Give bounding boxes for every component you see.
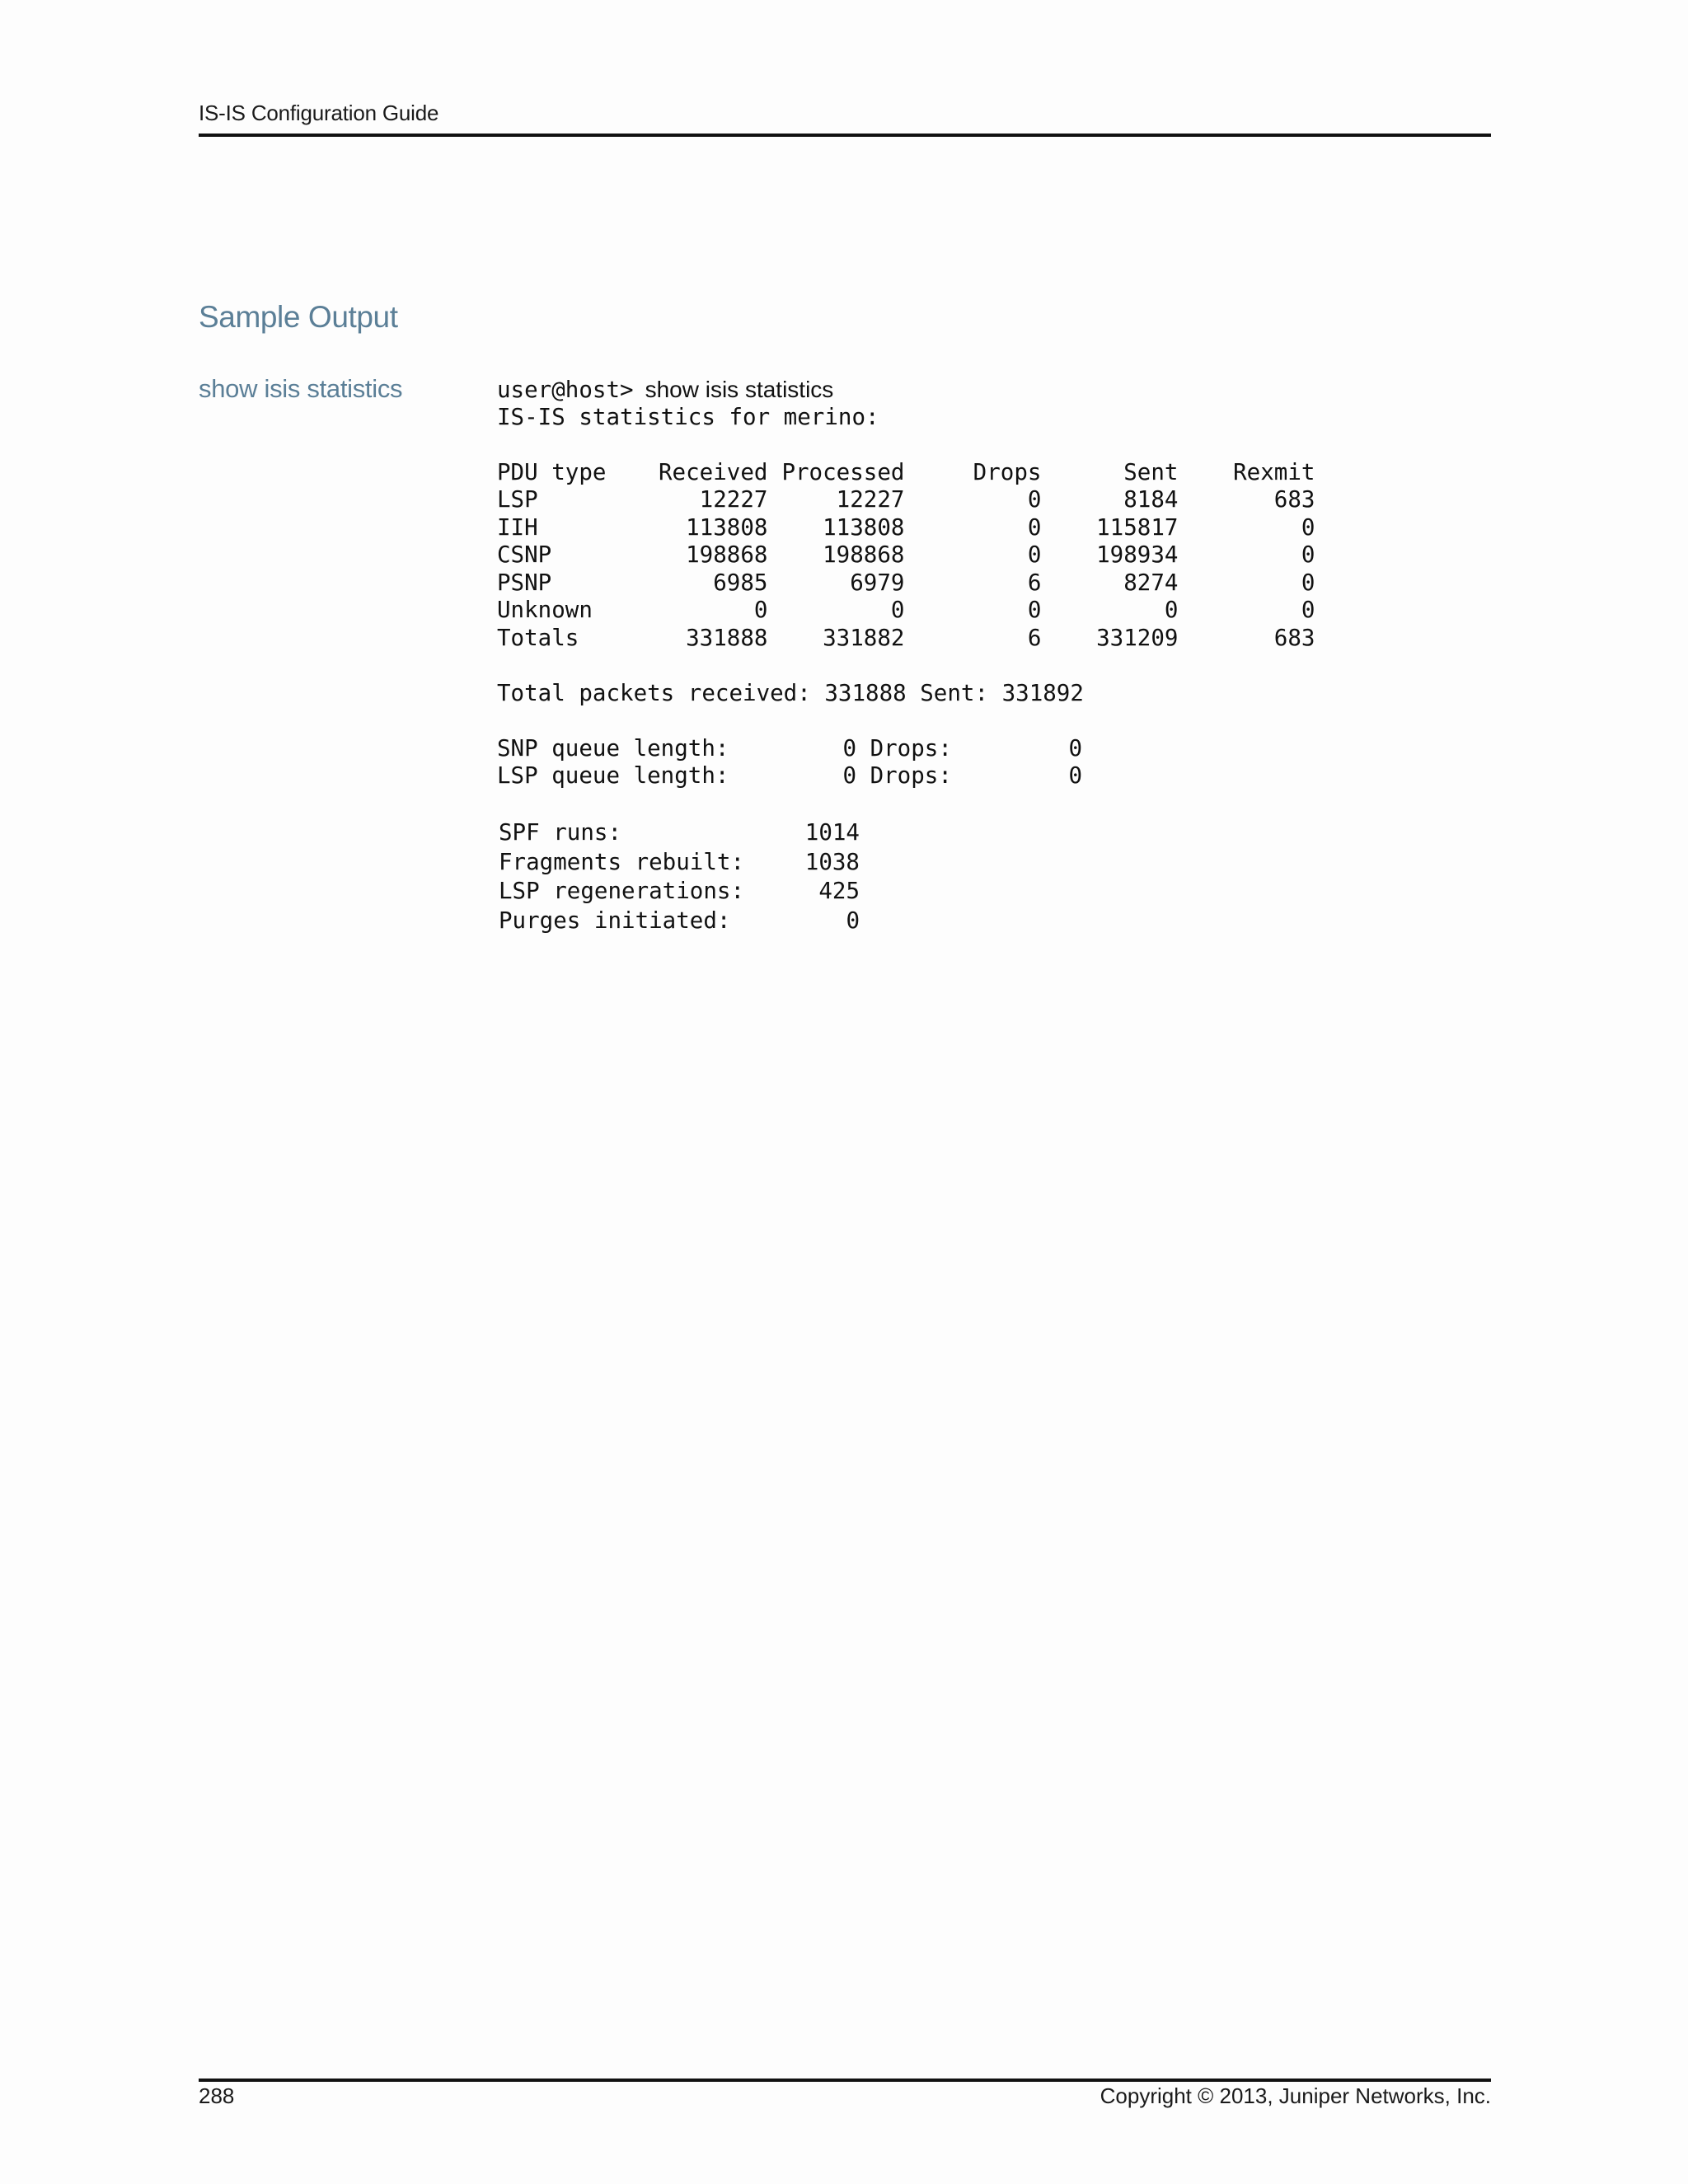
- counter-label: Fragments rebuilt:: [499, 848, 745, 875]
- table-cell: 12227: [836, 486, 905, 513]
- table-cell: Unknown: [497, 597, 593, 623]
- table-row: [499, 849, 860, 877]
- counter-label: SPF runs:: [499, 819, 622, 846]
- command-side-heading: show isis statistics: [199, 374, 403, 403]
- running-header: IS-IS Configuration Guide: [199, 101, 439, 125]
- counter-value: 0: [846, 907, 860, 934]
- table-row: [497, 569, 1315, 598]
- footer-rule: [199, 2079, 1491, 2082]
- col-header-sent: Sent: [1123, 458, 1179, 485]
- table-row: [497, 541, 1315, 569]
- counter-label: Purges initiated:: [499, 907, 731, 934]
- table-row: [499, 878, 860, 906]
- queue-drops-label: Drops:: [870, 734, 952, 762]
- table-cell: 0: [1027, 597, 1042, 623]
- table-cell: 8274: [1123, 569, 1179, 596]
- stats-title: IS-IS statistics for merino:: [497, 403, 879, 430]
- table-row: [497, 597, 1315, 625]
- table-cell: 683: [1273, 624, 1315, 651]
- table-cell: 0: [1164, 597, 1179, 623]
- table-cell: 331888: [686, 624, 768, 651]
- table-cell: 8184: [1123, 486, 1179, 513]
- table-cell: 0: [1027, 541, 1042, 568]
- queue-label: LSP queue length:: [497, 762, 729, 789]
- table-cell: 0: [1301, 597, 1315, 623]
- counter-value: 1014: [804, 819, 860, 846]
- cli-prompt-line: [497, 376, 1315, 404]
- table-cell: 113808: [823, 513, 905, 541]
- table-cell: 0: [1027, 513, 1042, 541]
- col-header-rexmit: Rexmit: [1233, 458, 1315, 485]
- table-row: [497, 762, 1082, 790]
- col-header-processed: Processed: [781, 458, 905, 485]
- pdu-table-header: [497, 459, 1315, 487]
- table-row: [499, 907, 860, 935]
- cli-output-block: [497, 376, 1315, 936]
- queue-drops-label: Drops:: [870, 762, 952, 789]
- cli-prompt: user@host>: [497, 377, 634, 403]
- table-cell: 0: [1301, 569, 1315, 596]
- table-cell: 198868: [686, 541, 768, 568]
- section-title: Sample Output: [199, 300, 398, 334]
- cli-command: show isis statistics: [645, 377, 834, 402]
- table-row: [497, 514, 1315, 542]
- col-header-received: Received: [659, 458, 768, 485]
- queue-drops-value: 0: [1068, 762, 1082, 789]
- table-cell: CSNP: [497, 541, 552, 568]
- table-cell: LSP: [497, 486, 538, 513]
- col-header-pdu-type: PDU type: [497, 458, 607, 485]
- queue-label: SNP queue length:: [497, 734, 729, 762]
- table-cell: PSNP: [497, 569, 552, 596]
- table-cell: 683: [1273, 486, 1315, 513]
- table-row: [497, 735, 1082, 763]
- page-number: 288: [199, 2083, 235, 2108]
- table-cell: 0: [1027, 486, 1042, 513]
- queue-drops-value: 0: [1068, 734, 1082, 762]
- table-cell: 113808: [686, 513, 768, 541]
- table-cell: 6: [1027, 569, 1042, 596]
- queue-value: 0: [842, 734, 856, 762]
- counter-value: 1038: [804, 848, 860, 875]
- table-cell: IIH: [497, 513, 538, 541]
- table-cell: 115817: [1096, 513, 1179, 541]
- table-cell: 0: [890, 597, 905, 623]
- counter-label: LSP regenerations:: [499, 878, 745, 904]
- table-cell: 331209: [1096, 624, 1179, 651]
- table-cell: 6: [1027, 624, 1042, 651]
- total-packets-line: Total packets received: 331888 Sent: 331892: [497, 679, 1084, 706]
- table-cell: 198868: [823, 541, 905, 568]
- table-cell: 6979: [850, 569, 905, 596]
- spf-counters-table: [497, 818, 861, 936]
- table-cell: 331882: [823, 624, 905, 651]
- table-cell: 0: [753, 597, 768, 623]
- queue-length-table: [497, 735, 1082, 790]
- table-cell: 12227: [699, 486, 768, 513]
- col-header-drops: Drops: [973, 458, 1042, 485]
- table-cell: 0: [1301, 513, 1315, 541]
- header-rule: [199, 134, 1491, 137]
- pdu-statistics-table: [497, 459, 1315, 653]
- counter-value: 425: [818, 878, 860, 904]
- table-row: [497, 625, 1315, 653]
- table-cell: Totals: [497, 624, 579, 651]
- queue-value: 0: [842, 762, 856, 789]
- table-cell: 6985: [713, 569, 768, 596]
- table-cell: 198934: [1096, 541, 1179, 568]
- table-cell: 0: [1301, 541, 1315, 568]
- table-row: [497, 486, 1315, 514]
- table-row: [499, 819, 860, 847]
- copyright-notice: Copyright © 2013, Juniper Networks, Inc.: [1100, 2083, 1491, 2108]
